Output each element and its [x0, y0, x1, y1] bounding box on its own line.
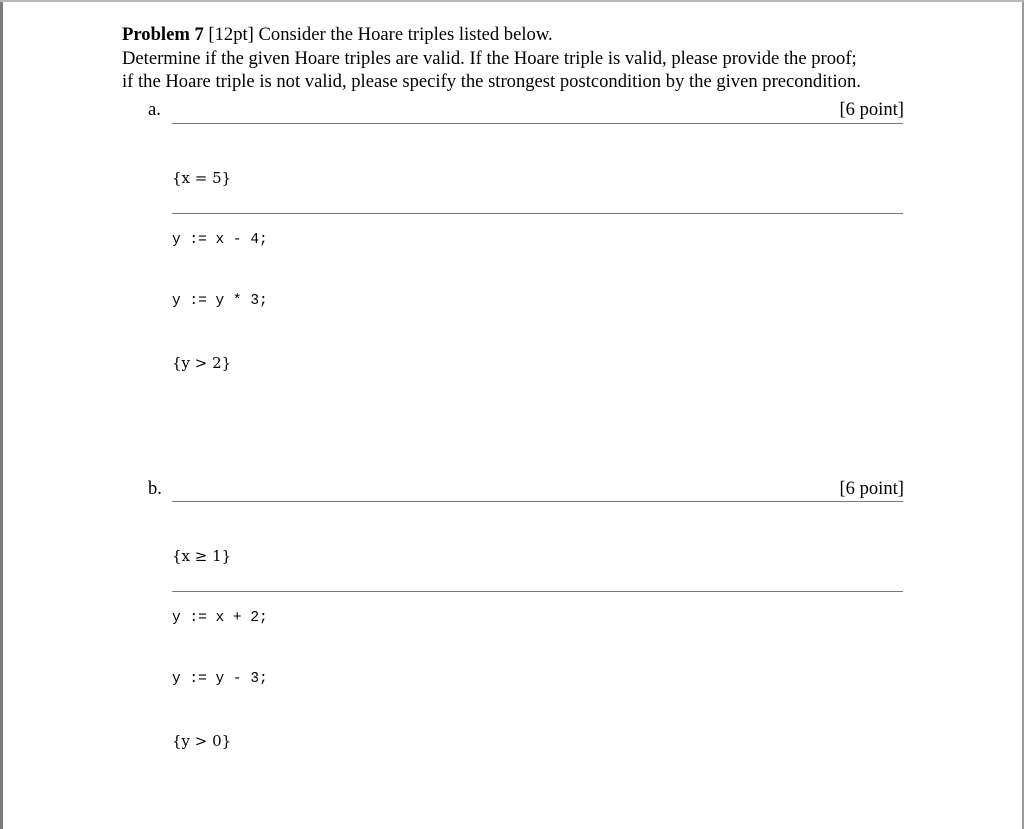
problem-points: [12pt] — [208, 24, 254, 45]
problem-label: Problem 7 — [122, 24, 204, 45]
part-a-postcondition: {y > 2} — [172, 353, 232, 372]
page-left-border — [0, 0, 3, 829]
part-b-hoare-triple — [172, 505, 268, 792]
part-b-top-rule — [172, 501, 903, 502]
part-b-statement-1: y := x + 2; — [172, 609, 268, 626]
part-a-hoare-triple — [172, 127, 268, 414]
part-a-statement-2: y := y * 3; — [172, 293, 268, 309]
problem-header — [122, 23, 922, 94]
part-b-postcondition: {y > 0} — [172, 731, 232, 750]
part-a-bottom-rule — [172, 213, 903, 214]
problem-title-line — [122, 23, 922, 47]
instructions-line-2: if the Hoare triple is not valid, please specify the strongest postcondition by the given precondition. — [122, 71, 861, 92]
part-b-statement-2: y := y - 3; — [172, 671, 268, 687]
part-b-points: [6 point] — [839, 478, 904, 499]
part-a-label: a. — [148, 99, 161, 120]
part-a-top-rule — [172, 123, 903, 124]
problem-intro: Consider the Hoare triples listed below. — [258, 24, 553, 45]
part-a-statement-1: y := x - 4; — [172, 231, 268, 248]
page-top-border — [0, 0, 1024, 2]
instructions-line-1: Determine if the given Hoare triples are valid. If the Hoare triple is valid, please provide the proof; — [122, 47, 857, 69]
part-a-precondition: {x = 5} — [172, 169, 232, 187]
part-b-bottom-rule — [172, 591, 903, 592]
part-b-precondition: {x ≥ 1} — [172, 547, 232, 565]
part-b-label: b. — [148, 478, 162, 499]
part-a-points: [6 point] — [839, 99, 904, 120]
